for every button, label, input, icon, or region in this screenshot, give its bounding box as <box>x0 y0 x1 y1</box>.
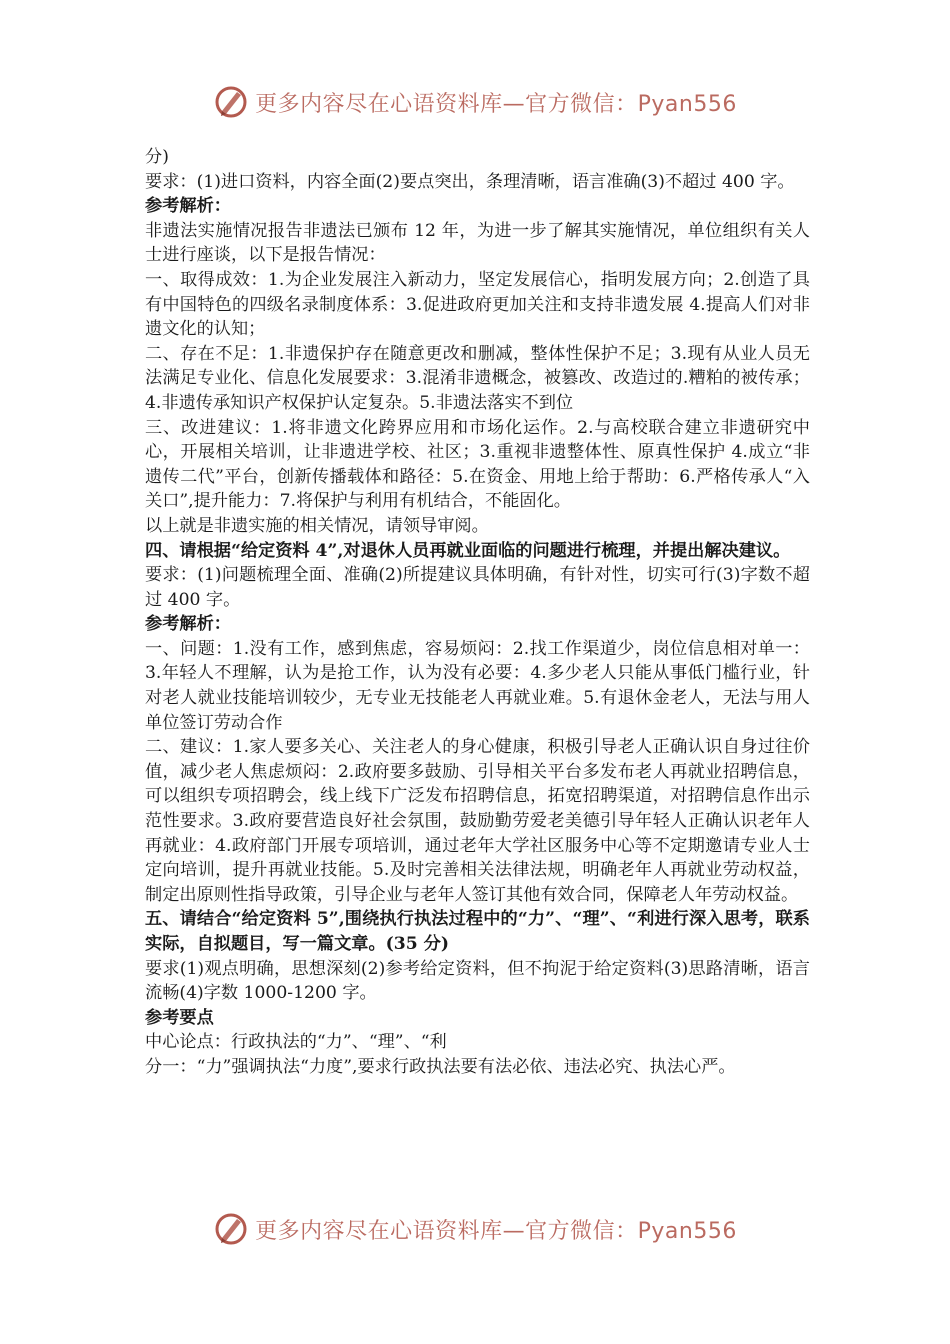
header-banner <box>0 80 950 124</box>
text-line: 中心论点：行政执法的“力”、“理”、“利 <box>145 1032 447 1053</box>
section-heading: 参考解析： <box>145 196 231 217</box>
question-heading: 五、请结合“给定资料 5”,围绕执行执法过程中的“力”、“理”、“利进行深入思考，联系实际，自拟题目，写一篇文章。(35 分) <box>145 909 810 954</box>
pen-circle-logo-icon <box>213 1211 249 1247</box>
pen-circle-logo-icon <box>213 84 249 120</box>
text-line: 非遗法实施情况报告非遗法已颁布 12 年，为进一步了解其实施情况，单位组织有关人士进行座谈，以下是报告情况： <box>145 220 810 266</box>
section-heading: 参考要点 <box>145 1007 214 1028</box>
text-line: 二、建议：1.家人要多关心、关注老人的身心健康，积极引导老人正确认识自身过往价值，减少老人焦虑烦闷：2.政府要多鼓励、引导相关平台多发布老人再就业招聘信息，可以组织专项招聘会，线上线下广泛发布招聘信息，拓宽招聘渠道，对招聘信息作出示范性要求。3.政府要营造良好社会氛围，鼓励勤劳爱老美德引导年轻人正确认识老年人再就业：4.政府部门开展专项培训，通过老年大学社区服务中心等不定期邀请专业人士定向培训，提升再就业技能。5.及时完善相关法律法规，明确老年人再就业劳动权益，制定出原则性指导政策，引导企业与老年人签订其他有效合同，保障老人年劳动权益。 <box>145 737 810 905</box>
section-heading: 参考解析： <box>145 614 231 635</box>
text-line: 分) <box>145 147 169 167</box>
text-line: 一、问题：1.没有工作，感到焦虑，容易烦闷：2.找工作渠道少，岗位信息相对单一：3.年轻人不理解，认为是抢工作，认为没有必要：4.多少老人只能从事低门槛行业，针对老人就业技能培训较少，无专业无技能老人再就业难。5.有退休金老人，无法与用人单位签订劳动合作 <box>145 638 810 733</box>
text-line: 要求：(1)进口资料，内容全面(2)要点突出，条理清晰，语言准确(3)不超过 400 字。 <box>145 171 795 192</box>
question-heading: 四、请根据“给定资料 4”,对退休人员再就业面临的问题进行梳理，并提出解决建议。 <box>145 540 791 561</box>
text-line: 分一：“力”强调执法“力度”,要求行政执法要有法必依、违法必究、执法心严。 <box>145 1056 736 1077</box>
banner-text: 更多内容尽在心语资料库—官方微信：Pyan556 <box>255 1218 737 1244</box>
document-body <box>145 145 810 1080</box>
footer-banner <box>0 1207 950 1251</box>
text-line: 三、改进建议：1.将非遗文化跨界应用和市场化运作。2.与高校联合建立非遗研究中心，开展相关培训，让非遗进学校、社区；3.重视非遗整体性、原真性保护 4.成立“非遗传二代”平台，创新传播载体和路径：5.在资金、用地上给于帮助：6.严格传承人“入关口”,提升能力：7.将保护与利用有机结合，不能固化。 <box>145 417 810 512</box>
text-line: 二、存在不足：1.非遗保护存在随意更改和删减，整体性保护不足；3.现有从业人员无法满足专业化、信息化发展要求：3.混淆非遗概念，被篡改、改造过的.糟粕的被传承；4.非遗传承知识产权保护认定复杂。5.非遗法落实不到位 <box>145 343 810 413</box>
text-line: 要求：(1)问题梳理全面、准确(2)所提建议具体明确，有针对性，切实可行(3)字数不超过 400 字。 <box>145 565 810 610</box>
text-line: 一、取得成效：1.为企业发展注入新动力，坚定发展信心，指明发展方向；2.创造了具有中国特色的四级名录制度体系：3.促进政府更加关注和支持非遗发展 4.提高人们对非遗文化的认知； <box>145 269 810 340</box>
banner-text: 更多内容尽在心语资料库—官方微信：Pyan556 <box>255 91 737 117</box>
text-line: 以上就是非遗实施的相关情况，请领导审阅。 <box>145 515 489 536</box>
text-line: 要求(1)观点明确，思想深刻(2)参考给定资料，但不拘泥于给定资料(3)思路清晰，语言流畅(4)字数 1000-1200 字。 <box>145 958 810 1004</box>
